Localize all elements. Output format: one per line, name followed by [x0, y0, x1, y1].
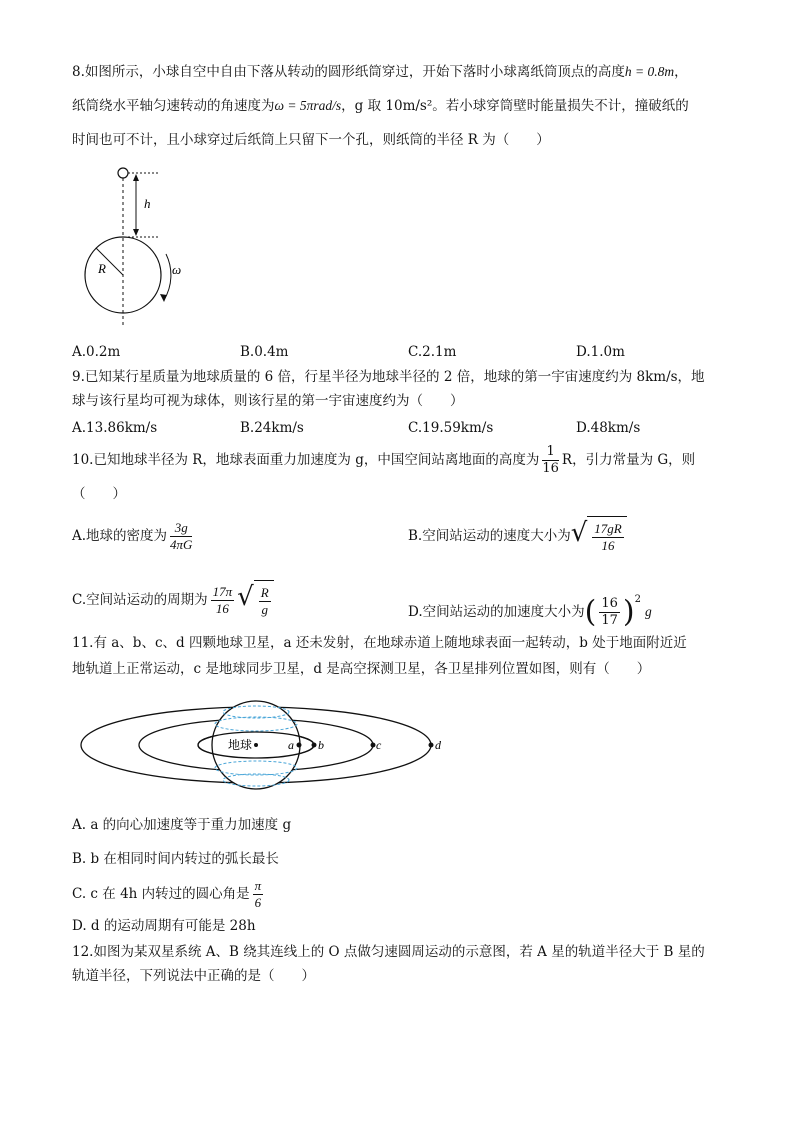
q8-stem-line3: 时间也可不计，且小球穿过后纸筒上只留下一个孔，则纸筒的半径 R 为（ ） — [72, 132, 550, 148]
frac-num: 16 — [601, 596, 618, 611]
satellite-a — [297, 743, 302, 748]
frac-den: 16 — [542, 461, 559, 476]
period-fraction — [211, 584, 235, 617]
q10-option-d[interactable] — [408, 580, 652, 633]
q9-stem-line2: 球与该行星均可视为球体，则该行星的第一宇宙速度约为（ ） — [72, 393, 464, 409]
density-fraction — [170, 520, 192, 553]
acceleration-fraction — [599, 596, 620, 629]
r-label: R — [98, 261, 106, 276]
satellite-c-label: c — [376, 738, 382, 752]
earth-label: 地球 — [228, 738, 253, 752]
rotation-arrow-head — [160, 294, 167, 302]
q8-option-a[interactable]: A.0.2m — [72, 344, 121, 360]
satellite-b-label: b — [318, 738, 324, 752]
q8-option-d[interactable]: D.1.0m — [576, 344, 625, 360]
ball — [118, 168, 128, 178]
q12-stem-line2: 轨道半径，下列说法中正确的是（ ） — [72, 968, 315, 984]
omega-label: ω — [172, 262, 182, 277]
satellite-b — [312, 743, 317, 748]
velocity-fraction — [592, 521, 623, 554]
g-symbol: g — [645, 604, 652, 619]
angle-fraction — [253, 878, 264, 911]
satellite-d — [429, 743, 434, 748]
q10-option-c[interactable] — [72, 580, 274, 621]
frac-num: 17gR — [594, 521, 622, 536]
satellite-c — [371, 743, 376, 748]
q11-option-d[interactable]: D. d 的运动周期有可能是 28h — [72, 918, 256, 934]
q10-stem-line2: （ ） — [72, 486, 126, 502]
q8-h-equation: h = 0.8m — [624, 64, 675, 79]
rotation-arrow — [164, 254, 171, 300]
frac-den: 16 — [601, 538, 615, 553]
frac-num: R — [260, 585, 269, 600]
h-label: h — [144, 196, 151, 211]
q8-omega-equation: ω = 5πrad/s — [274, 98, 342, 113]
sqrt-expression — [237, 580, 274, 621]
q10-text: R，引力常量为 G，则 — [561, 452, 696, 468]
q8-option-c[interactable]: C.2.1m — [408, 344, 457, 360]
q11-stem-line2: 地轨道上正常运动，c 是地球同步卫星，d 是高空探测卫星，各卫星排列位置如图，则有（ ） — [72, 661, 651, 677]
option-text: C.空间站运动的周期为 — [72, 592, 208, 608]
frac-den: 6 — [254, 895, 262, 910]
sqrt-sign: √ — [237, 582, 254, 612]
r-over-g-fraction — [259, 585, 271, 618]
q9-option-d[interactable]: D.48km/s — [576, 420, 641, 436]
right-paren: ) — [622, 594, 635, 630]
q10-option-b[interactable] — [408, 516, 627, 557]
q12-stem-line1: 12.如图为某双星系统 A、B 绕其连线上的 O 点做匀速圆周运动的示意图，若 A 星的轨道半径大于 B 星的 — [72, 944, 705, 960]
q9-option-c[interactable]: C.19.59km/s — [408, 420, 494, 436]
option-text: C. c 在 4h 内转过的圆心角是 — [72, 886, 250, 902]
frac-den: 4πG — [170, 537, 193, 552]
q9-option-a[interactable]: A.13.86km/s — [72, 420, 158, 436]
q9-stem-line1: 9.已知某行星质量为地球质量的 6 倍，行星半径为地球半径的 2 倍，地球的第一宇宙速度约为 8km/s，地 — [72, 369, 705, 385]
q8-option-b[interactable]: B.0.4m — [240, 344, 289, 360]
q11-stem-line1: 11.有 a、b、c、d 四颗地球卫星，a 还未发射，在地球赤道上随地球表面一起转动，b 处于地面附近近 — [72, 635, 687, 651]
option-text: D.空间站运动的加速度大小为 — [408, 604, 585, 620]
q11-option-b[interactable]: B. b 在相同时间内转过的弧长最长 — [72, 851, 279, 867]
satellite-a-label: a — [288, 738, 294, 752]
frac-num: 17π — [212, 584, 233, 599]
q8-stem-line2 — [72, 96, 689, 116]
sqrt-sign: √ — [570, 518, 588, 548]
q10-option-a[interactable] — [72, 518, 195, 554]
satellite-d-label: d — [435, 738, 441, 752]
q10-height-fraction — [542, 444, 559, 477]
q10-text: 10.已知地球半径为 R，地球表面重力加速度为 g，中国空间站离地面的高度为 — [72, 452, 540, 468]
q8-text: 8.如图所示，小球自空中自由下落从转动的圆形纸筒穿过，开始下落时小球离纸筒顶点的高度 — [72, 64, 625, 80]
q8-stem-line1: 8.如图所示，小球自空中自由下落从转动的圆形纸筒穿过，开始下落时小球离纸筒顶点的高度h = 0.8m， — [72, 64, 688, 80]
q11-option-a[interactable]: A. a 的向心加速度等于重力加速度 g — [72, 817, 292, 833]
option-text: B.空间站运动的速度大小为 — [408, 528, 571, 544]
frac-den: 17 — [601, 613, 618, 628]
left-paren: ( — [584, 594, 597, 630]
sqrt-expression — [571, 516, 627, 557]
q11-option-c[interactable] — [72, 876, 266, 912]
frac-den: 16 — [215, 601, 229, 616]
frac-num: π — [254, 878, 262, 893]
frac-num: 1 — [542, 444, 559, 461]
q8-figure — [80, 160, 210, 330]
q11-figure — [78, 690, 488, 800]
h-arrow-head-up — [133, 174, 139, 181]
option-text: A.地球的密度为 — [72, 528, 168, 544]
earth-center — [254, 743, 258, 747]
q8-text: ，g 取 10m/s²。若小球穿筒壁时能量损失不计，撞破纸的 — [341, 98, 689, 114]
frac-num: 3g — [170, 520, 192, 537]
h-arrow-head-down — [133, 229, 139, 236]
exponent: 2 — [634, 594, 641, 605]
q9-option-b[interactable]: B.24km/s — [240, 420, 304, 436]
q8-text: 纸筒绕水平轴匀速转动的角速度为 — [72, 98, 275, 114]
frac-den: g — [261, 602, 268, 617]
q10-stem-line1 — [72, 442, 695, 478]
